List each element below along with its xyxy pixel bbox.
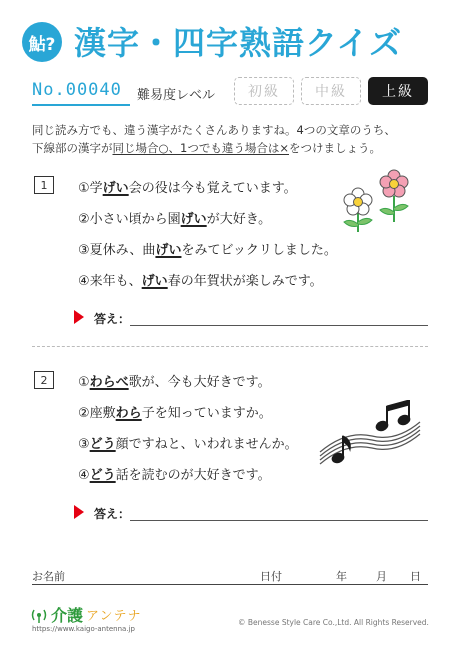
name-date-field[interactable] — [32, 584, 428, 585]
month-label: 月 — [376, 570, 387, 583]
page-title: 漢字・四字熟語クイズ — [74, 24, 403, 62]
level-beginner: 初級 — [234, 77, 294, 105]
quiz-number: No.00040 — [32, 80, 122, 100]
q1-sentence-4 — [78, 270, 323, 289]
sentence-num: ④ — [78, 468, 90, 483]
question-2-number: 2 — [34, 371, 54, 389]
answer-arrow-icon — [74, 310, 84, 324]
sentence-after: をみてビックリしました。 — [181, 243, 337, 258]
answer-2-field[interactable] — [130, 520, 428, 521]
sentence-after: 顔ですねと、いわれませんか。 — [115, 437, 298, 452]
level-intermediate: 中級 — [301, 77, 361, 105]
sentence-num: ① — [78, 375, 90, 390]
logo-icon: 鮎? — [22, 22, 62, 62]
sentence-target: げい — [180, 212, 207, 227]
day-label: 日 — [410, 570, 421, 583]
sentence-target: わらべ — [89, 375, 129, 390]
question-1-number: 1 — [34, 176, 54, 194]
brand-logo — [30, 603, 142, 626]
name-label: お名前 — [32, 570, 65, 583]
section-separator — [32, 346, 428, 347]
sentence-before: 学 — [89, 181, 103, 196]
sentence-before: 小さい頃から園 — [89, 212, 181, 227]
answer-1-label: 答え： — [94, 312, 131, 326]
sentence-num: ③ — [78, 243, 90, 258]
brand-url: https://www.kaigo-antenna.jp — [32, 625, 135, 633]
sentence-target: わら — [115, 406, 142, 421]
answer-2-label: 答え： — [94, 507, 131, 521]
sentence-target: どう — [89, 468, 116, 483]
instruction-line-2 — [32, 140, 381, 156]
instruction-part-b: 同じ場合○、1つでも違う場合は× — [112, 141, 289, 155]
answer-arrow-icon — [74, 505, 84, 519]
number-underline — [32, 104, 130, 106]
sentence-after: 歌が、今も大好きです。 — [128, 375, 271, 390]
sentence-target: どう — [89, 437, 116, 452]
sentence-num: ③ — [78, 437, 90, 452]
sentence-num: ② — [78, 406, 90, 421]
date-label: 日付 — [260, 570, 282, 583]
q1-sentence-1 — [78, 177, 297, 196]
brand-main-text: 介護 — [51, 606, 84, 625]
q1-sentence-3 — [78, 239, 337, 258]
sentence-target: げい — [155, 243, 182, 258]
instruction-part-c: をつけましょう。 — [289, 141, 381, 155]
sentence-num: ④ — [78, 274, 90, 289]
q2-sentence-2 — [78, 402, 272, 421]
sentence-after: 話を読むのが大好きです。 — [115, 468, 271, 483]
music-notes-icon — [316, 400, 426, 470]
sentence-before: 来年も、 — [89, 274, 142, 289]
sentence-before: 夏休み、曲 — [89, 243, 156, 258]
sentence-target: げい — [141, 274, 168, 289]
sentence-before: 座敷 — [89, 406, 116, 421]
year-label: 年 — [336, 570, 347, 583]
instruction-part-a: 下線部の漢字が — [32, 141, 113, 155]
flowers-icon — [338, 168, 418, 236]
q2-sentence-3 — [78, 433, 298, 452]
difficulty-label: 難易度レベル — [137, 88, 216, 103]
q2-sentence-4 — [78, 464, 271, 483]
q2-sentence-1 — [78, 371, 271, 390]
brand-rest-text: アンテナ — [86, 609, 142, 624]
sentence-after: 子を知っていますか。 — [141, 406, 272, 421]
sentence-num: ② — [78, 212, 90, 227]
level-advanced: 上級 — [368, 77, 428, 105]
sentence-num: ① — [78, 181, 90, 196]
sentence-target: げい — [102, 181, 129, 196]
antenna-icon — [30, 607, 48, 623]
sentence-after: 春の年賀状が楽しみです。 — [167, 274, 323, 289]
instruction-line-1: 同じ読み方でも、違う漢字がたくさんありますね。4つの文章のうち、 — [32, 123, 396, 137]
q1-sentence-2 — [78, 208, 271, 227]
answer-1-field[interactable] — [130, 325, 428, 326]
copyright-text: © Benesse Style Care Co.,Ltd. All Rights Reserved. — [238, 618, 429, 627]
sentence-after: 会の役は今も覚えています。 — [128, 181, 297, 196]
sentence-after: が大好き。 — [206, 212, 272, 227]
